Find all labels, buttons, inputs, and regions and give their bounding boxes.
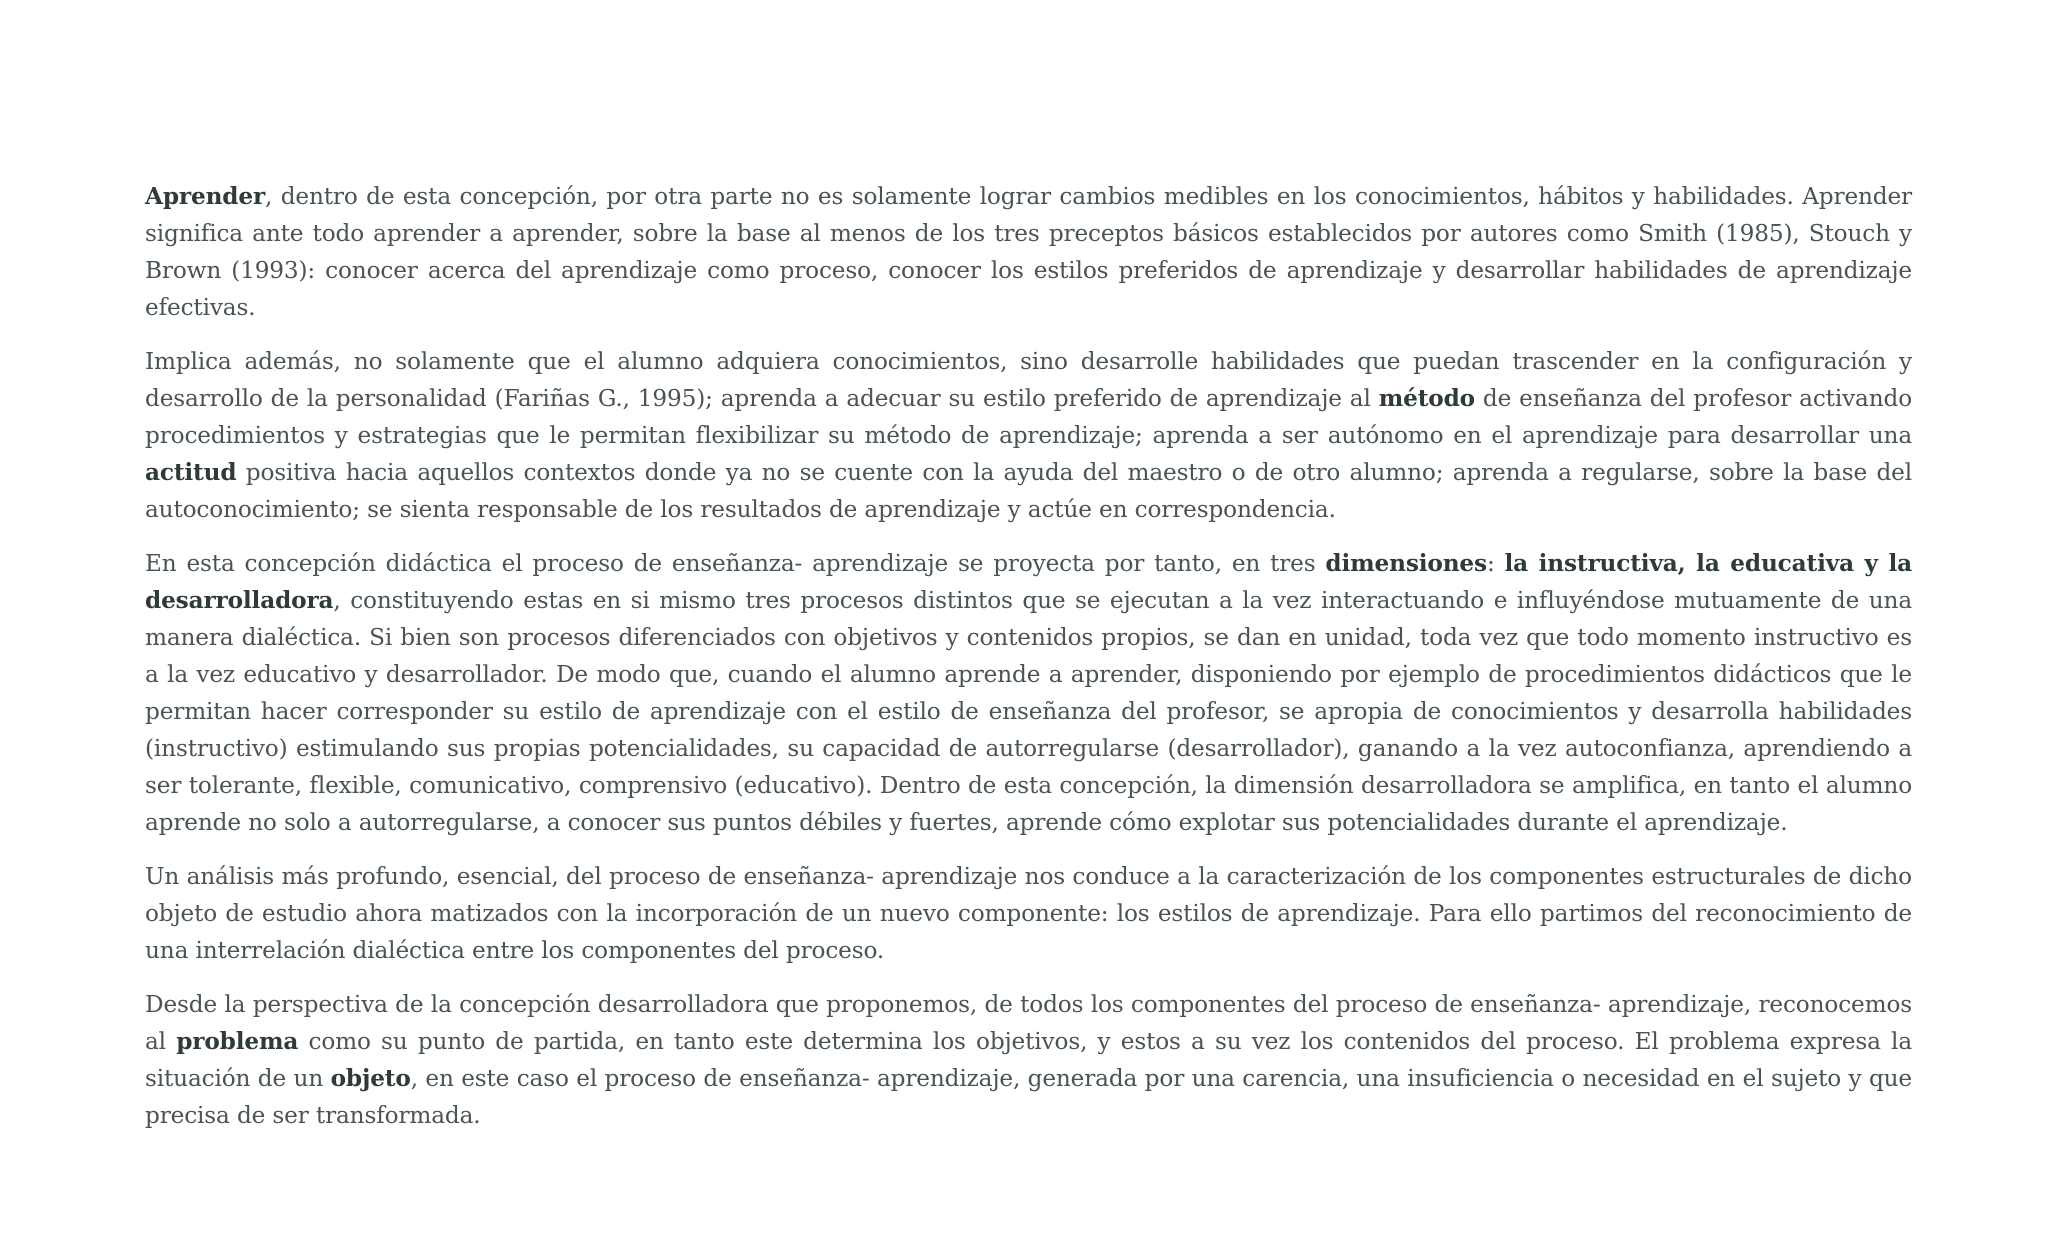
- paragraph-text: como su punto de partida, en tanto este determina los objetivos, y estos a su vez los contenidos del proceso. El problema expresa la situación de un: [145, 1028, 1912, 1092]
- bold-term-dimensions-list: la instructiva, la educativa y la desarrolladora: [145, 550, 1913, 614]
- paragraph-text: Un análisis más profundo, esencial, del proceso de enseñanza- aprendizaje nos conduce a la caracterización de los componentes estructurales de dicho objeto de estudio ahora matizados con la incorporación de un nuevo componente: los estilos de aprendizaje. Para ello partimos del reconocimiento de una interrelación dialéctica entre los componentes del proceso.: [145, 863, 1912, 964]
- bold-term-aprender: Aprender: [145, 183, 266, 210]
- paragraph-1: [145, 178, 1912, 326]
- paragraph-4: [145, 858, 1912, 969]
- paragraph-3: [145, 545, 1912, 841]
- paragraph-text: Desde la perspectiva de la concepción desarrolladora que proponemos, de todos los componentes del proceso de enseñanza- aprendizaje, reconocemos al: [145, 991, 1912, 1055]
- paragraph-text: :: [1486, 550, 1505, 577]
- paragraph-text: , en este caso el proceso de enseñanza- aprendizaje, generada por una carencia, una insuficiencia o necesidad en el sujeto y que precisa de ser transformada.: [145, 1065, 1912, 1129]
- paragraph-text: Implica además, no solamente que el alumno adquiera conocimientos, sino desarrolle habilidades que puedan trascender en la configuración y desarrollo de la personalidad (Fariñas G., 1995); aprenda a adecuar su estilo preferido de aprendizaje al: [145, 348, 1912, 412]
- bold-term-objeto: objeto: [330, 1065, 411, 1092]
- paragraph-text: de enseñanza del profesor activando procedimientos y estrategias que le permitan flexibilizar su método de aprendizaje; aprenda a ser autónomo en el aprendizaje para desarrollar una: [145, 385, 1912, 449]
- paragraph-text: , constituyendo estas en si mismo tres procesos distintos que se ejecutan a la vez interactuando e influyéndose mutuamente de una manera dialéctica. Si bien son procesos diferenciados con objetivos y contenidos propios, se dan en unidad, toda vez que todo momento instructivo es a la vez educativo y desarrollador. De modo que, cuando el alumno aprende a aprender, disponiendo por ejemplo de procedimientos didácticos que le permitan hacer corresponder su estilo de aprendizaje con el estilo de enseñanza del profesor, se apropia de conocimientos y desarrolla habilidades (instructivo) estimulando sus propias potencialidades, su capacidad de autorregularse (desarrollador), ganando a la vez autoconfianza, aprendiendo a ser tolerante, flexible, comunicativo, comprensivo (educativo). Dentro de esta concepción, la dimensión desarrolladora se amplifica, en tanto el alumno aprende no solo a autorregularse, a conocer sus puntos débiles y fuertes, aprende cómo explotar sus potencialidades durante el aprendizaje.: [145, 587, 1912, 836]
- bold-term-metodo: método: [1378, 385, 1475, 412]
- bold-term-dimensiones: dimensiones: [1325, 550, 1487, 577]
- paragraph-5: [145, 986, 1912, 1134]
- bold-term-actitud: actitud: [145, 459, 237, 486]
- paragraph-text: En esta concepción didáctica el proceso de enseñanza- aprendizaje se proyecta por tanto, en tres: [145, 550, 1326, 577]
- paragraph-2: [145, 343, 1912, 528]
- paragraph-text: , dentro de esta concepción, por otra parte no es solamente lograr cambios medibles en los conocimientos, hábitos y habilidades. Aprender significa ante todo aprender a aprender, sobre la base al menos de los tres preceptos básicos establecidos por autores como Smith (1985), Stouch y Brown (1993): conocer acerca del aprendizaje como proceso, conocer los estilos preferidos de aprendizaje y desarrollar habilidades de aprendizaje efectivas.: [145, 183, 1912, 321]
- paragraph-text: positiva hacia aquellos contextos donde ya no se cuente con la ayuda del maestro o de otro alumno; aprenda a regularse, sobre la base del autoconocimiento; se sienta responsable de los resultados de aprendizaje y actúe en correspondencia.: [145, 459, 1912, 523]
- bold-term-problema: problema: [176, 1028, 299, 1055]
- document-body: [145, 178, 1912, 1151]
